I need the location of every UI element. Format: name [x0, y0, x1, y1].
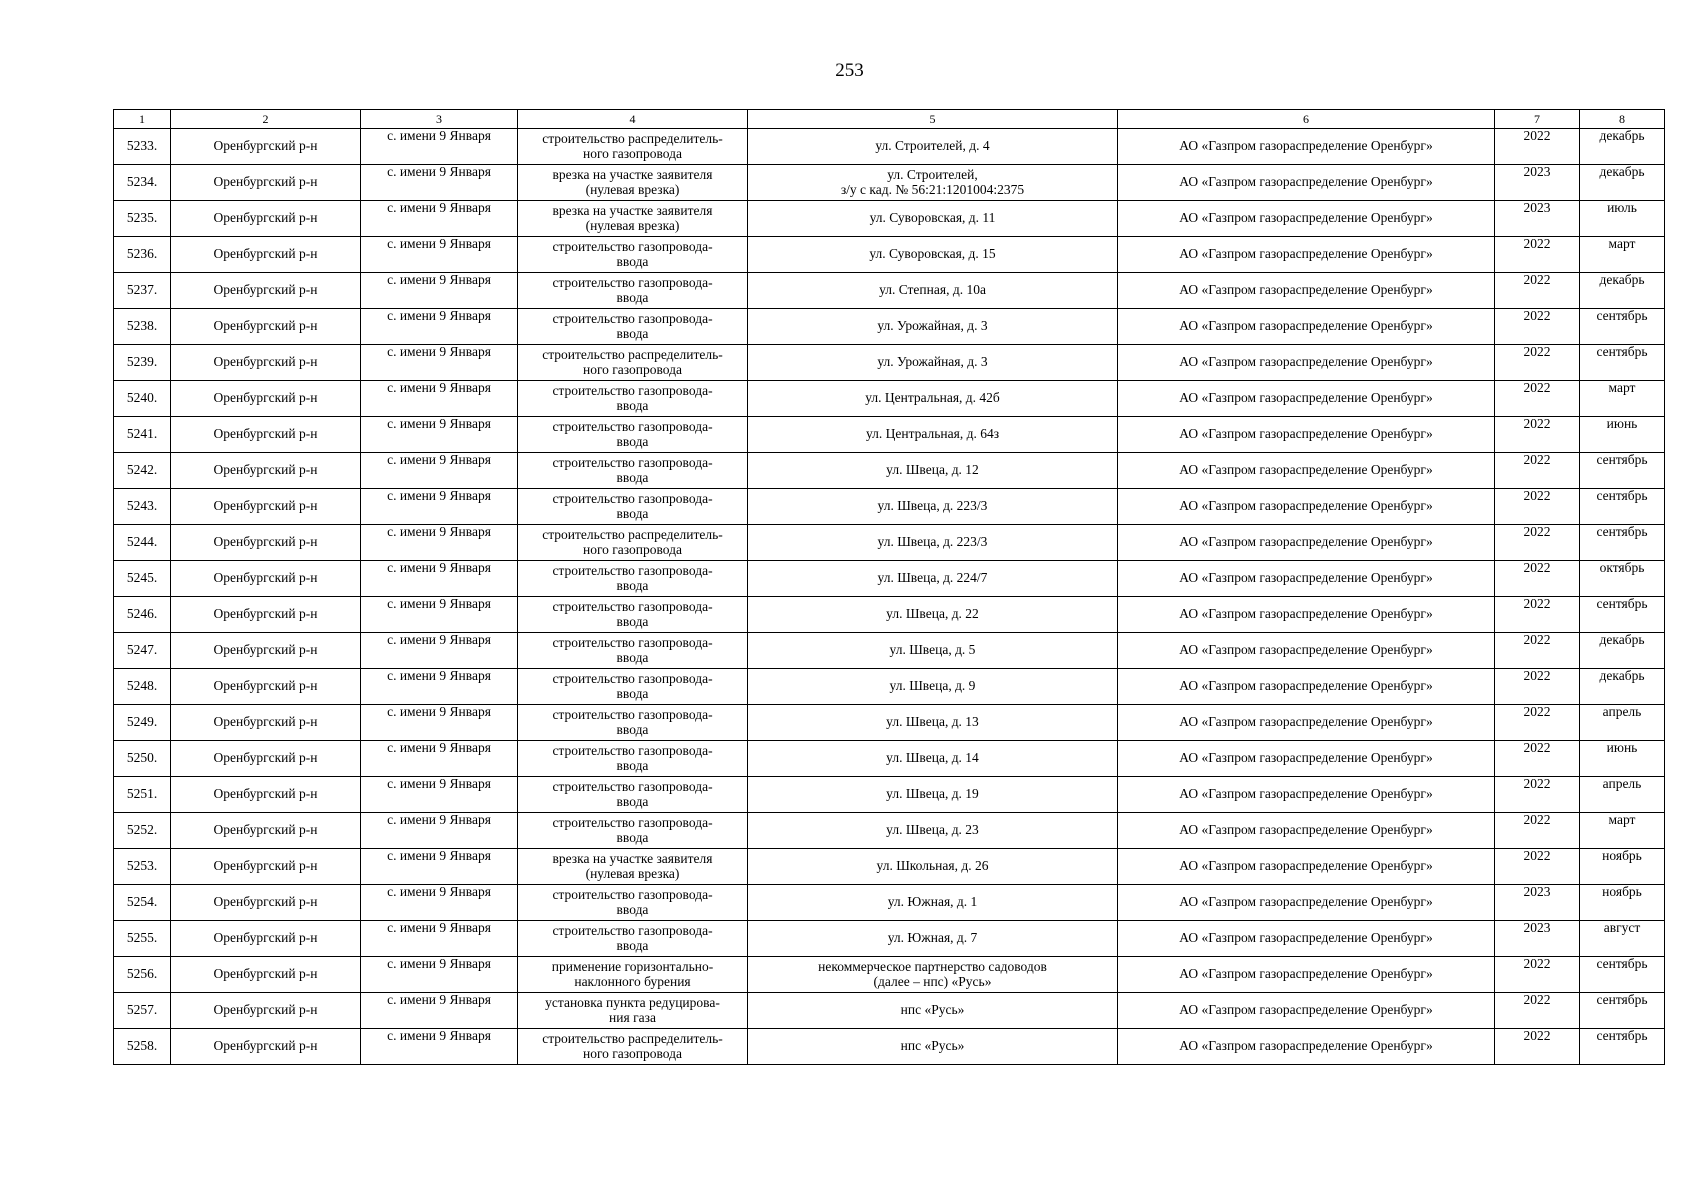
row-number: 5233.	[114, 129, 171, 165]
organization-cell: АО «Газпром газораспределение Оренбург»	[1118, 669, 1495, 705]
row-number: 5256.	[114, 957, 171, 993]
table-row	[114, 813, 1665, 849]
year-cell: 2022	[1495, 453, 1580, 489]
table-row	[114, 201, 1665, 237]
year-cell: 2022	[1495, 345, 1580, 381]
month-cell: июнь	[1580, 741, 1665, 777]
district-cell: Оренбургский р-н	[171, 237, 361, 273]
year-cell: 2023	[1495, 885, 1580, 921]
month-cell: март	[1580, 237, 1665, 273]
address-cell: нпс «Русь»	[748, 993, 1118, 1029]
work-type-cell: строительство газопровода- ввода	[518, 777, 748, 813]
table-row	[114, 957, 1665, 993]
year-cell: 2022	[1495, 309, 1580, 345]
work-type-cell: строительство газопровода- ввода	[518, 669, 748, 705]
row-number: 5238.	[114, 309, 171, 345]
table-row	[114, 165, 1665, 201]
year-cell: 2022	[1495, 489, 1580, 525]
year-cell: 2022	[1495, 633, 1580, 669]
organization-cell: АО «Газпром газораспределение Оренбург»	[1118, 777, 1495, 813]
table-row	[114, 597, 1665, 633]
organization-cell: АО «Газпром газораспределение Оренбург»	[1118, 417, 1495, 453]
month-cell: август	[1580, 921, 1665, 957]
work-type-cell: строительство газопровода- ввода	[518, 381, 748, 417]
table-row	[114, 1029, 1665, 1065]
table-row	[114, 633, 1665, 669]
row-number: 5250.	[114, 741, 171, 777]
work-type-cell: строительство газопровода- ввода	[518, 309, 748, 345]
settlement-cell: с. имени 9 Января	[361, 741, 518, 777]
table-row	[114, 453, 1665, 489]
organization-cell: АО «Газпром газораспределение Оренбург»	[1118, 561, 1495, 597]
table-row	[114, 561, 1665, 597]
work-type-cell: строительство распределитель- ного газопровода	[518, 345, 748, 381]
settlement-cell: с. имени 9 Января	[361, 597, 518, 633]
settlement-cell: с. имени 9 Января	[361, 957, 518, 993]
district-cell: Оренбургский р-н	[171, 885, 361, 921]
table-row	[114, 345, 1665, 381]
year-cell: 2022	[1495, 597, 1580, 633]
work-type-cell: строительство распределитель- ного газопровода	[518, 525, 748, 561]
table-row	[114, 741, 1665, 777]
settlement-cell: с. имени 9 Января	[361, 669, 518, 705]
address-cell: ул. Степная, д. 10а	[748, 273, 1118, 309]
month-cell: апрель	[1580, 705, 1665, 741]
address-cell: ул. Швеца, д. 223/3	[748, 489, 1118, 525]
address-cell: ул. Школьная, д. 26	[748, 849, 1118, 885]
row-number: 5239.	[114, 345, 171, 381]
district-cell: Оренбургский р-н	[171, 561, 361, 597]
organization-cell: АО «Газпром газораспределение Оренбург»	[1118, 201, 1495, 237]
settlement-cell: с. имени 9 Января	[361, 633, 518, 669]
col-header: 3	[361, 110, 518, 129]
month-cell: декабрь	[1580, 633, 1665, 669]
address-cell: ул. Швеца, д. 19	[748, 777, 1118, 813]
row-number: 5242.	[114, 453, 171, 489]
district-cell: Оренбургский р-н	[171, 489, 361, 525]
work-type-cell: строительство газопровода- ввода	[518, 417, 748, 453]
table-row	[114, 417, 1665, 453]
row-number: 5253.	[114, 849, 171, 885]
year-cell: 2022	[1495, 129, 1580, 165]
row-number: 5236.	[114, 237, 171, 273]
month-cell: ноябрь	[1580, 885, 1665, 921]
work-type-cell: строительство распределитель- ного газопровода	[518, 1029, 748, 1065]
month-cell: октябрь	[1580, 561, 1665, 597]
settlement-cell: с. имени 9 Января	[361, 921, 518, 957]
district-cell: Оренбургский р-н	[171, 1029, 361, 1065]
work-type-cell: строительство газопровода- ввода	[518, 489, 748, 525]
district-cell: Оренбургский р-н	[171, 597, 361, 633]
address-cell: ул. Урожайная, д. 3	[748, 309, 1118, 345]
district-cell: Оренбургский р-н	[171, 273, 361, 309]
year-cell: 2022	[1495, 957, 1580, 993]
month-cell: март	[1580, 381, 1665, 417]
district-cell: Оренбургский р-н	[171, 453, 361, 489]
work-type-cell: строительство газопровода- ввода	[518, 453, 748, 489]
address-cell: ул. Швеца, д. 14	[748, 741, 1118, 777]
month-cell: сентябрь	[1580, 345, 1665, 381]
district-cell: Оренбургский р-н	[171, 849, 361, 885]
settlement-cell: с. имени 9 Января	[361, 1029, 518, 1065]
month-cell: декабрь	[1580, 669, 1665, 705]
organization-cell: АО «Газпром газораспределение Оренбург»	[1118, 309, 1495, 345]
year-cell: 2022	[1495, 525, 1580, 561]
district-cell: Оренбургский р-н	[171, 309, 361, 345]
address-cell: ул. Строителей, з/у с кад. № 56:21:1201004:2375	[748, 165, 1118, 201]
settlement-cell: с. имени 9 Января	[361, 237, 518, 273]
district-cell: Оренбургский р-н	[171, 129, 361, 165]
work-type-cell: строительство газопровода- ввода	[518, 633, 748, 669]
district-cell: Оренбургский р-н	[171, 633, 361, 669]
settlement-cell: с. имени 9 Января	[361, 849, 518, 885]
month-cell: сентябрь	[1580, 525, 1665, 561]
row-number: 5258.	[114, 1029, 171, 1065]
settlement-cell: с. имени 9 Января	[361, 561, 518, 597]
address-cell: ул. Швеца, д. 12	[748, 453, 1118, 489]
year-cell: 2022	[1495, 561, 1580, 597]
month-cell: июнь	[1580, 417, 1665, 453]
table-row	[114, 309, 1665, 345]
organization-cell: АО «Газпром газораспределение Оренбург»	[1118, 921, 1495, 957]
district-cell: Оренбургский р-н	[171, 165, 361, 201]
settlement-cell: с. имени 9 Января	[361, 309, 518, 345]
col-header: 4	[518, 110, 748, 129]
table-row	[114, 237, 1665, 273]
district-cell: Оренбургский р-н	[171, 741, 361, 777]
work-type-cell: применение горизонтально- наклонного бурения	[518, 957, 748, 993]
address-cell: ул. Центральная, д. 42б	[748, 381, 1118, 417]
work-type-cell: врезка на участке заявителя (нулевая врезка)	[518, 165, 748, 201]
row-number: 5246.	[114, 597, 171, 633]
work-type-cell: строительство газопровода- ввода	[518, 237, 748, 273]
row-number: 5234.	[114, 165, 171, 201]
settlement-cell: с. имени 9 Января	[361, 201, 518, 237]
row-number: 5255.	[114, 921, 171, 957]
organization-cell: АО «Газпром газораспределение Оренбург»	[1118, 345, 1495, 381]
work-type-cell: строительство газопровода- ввода	[518, 561, 748, 597]
col-header: 7	[1495, 110, 1580, 129]
table-row	[114, 777, 1665, 813]
address-cell: ул. Южная, д. 7	[748, 921, 1118, 957]
month-cell: ноябрь	[1580, 849, 1665, 885]
work-type-cell: строительство газопровода- ввода	[518, 273, 748, 309]
month-cell: сентябрь	[1580, 1029, 1665, 1065]
col-header: 8	[1580, 110, 1665, 129]
year-cell: 2022	[1495, 381, 1580, 417]
address-cell: ул. Швеца, д. 223/3	[748, 525, 1118, 561]
year-cell: 2022	[1495, 777, 1580, 813]
organization-cell: АО «Газпром газораспределение Оренбург»	[1118, 633, 1495, 669]
district-cell: Оренбургский р-н	[171, 345, 361, 381]
address-cell: ул. Швеца, д. 23	[748, 813, 1118, 849]
address-cell: ул. Суворовская, д. 11	[748, 201, 1118, 237]
row-number: 5241.	[114, 417, 171, 453]
col-header: 5	[748, 110, 1118, 129]
month-cell: декабрь	[1580, 165, 1665, 201]
district-cell: Оренбургский р-н	[171, 525, 361, 561]
row-number: 5254.	[114, 885, 171, 921]
address-cell: ул. Строителей, д. 4	[748, 129, 1118, 165]
organization-cell: АО «Газпром газораспределение Оренбург»	[1118, 705, 1495, 741]
month-cell: сентябрь	[1580, 597, 1665, 633]
address-cell: ул. Швеца, д. 22	[748, 597, 1118, 633]
organization-cell: АО «Газпром газораспределение Оренбург»	[1118, 813, 1495, 849]
row-number: 5235.	[114, 201, 171, 237]
organization-cell: АО «Газпром газораспределение Оренбург»	[1118, 525, 1495, 561]
organization-cell: АО «Газпром газораспределение Оренбург»	[1118, 957, 1495, 993]
address-cell: ул. Центральная, д. 64з	[748, 417, 1118, 453]
month-cell: сентябрь	[1580, 309, 1665, 345]
address-cell: некоммерческое партнерство садоводов (далее – нпс) «Русь»	[748, 957, 1118, 993]
table-row	[114, 669, 1665, 705]
table-row	[114, 273, 1665, 309]
table-row	[114, 849, 1665, 885]
settlement-cell: с. имени 9 Января	[361, 417, 518, 453]
col-header: 1	[114, 110, 171, 129]
district-cell: Оренбургский р-н	[171, 381, 361, 417]
settlement-cell: с. имени 9 Января	[361, 813, 518, 849]
registry-table	[113, 109, 1665, 1065]
work-type-cell: строительство газопровода- ввода	[518, 885, 748, 921]
year-cell: 2022	[1495, 417, 1580, 453]
organization-cell: АО «Газпром газораспределение Оренбург»	[1118, 1029, 1495, 1065]
organization-cell: АО «Газпром газораспределение Оренбург»	[1118, 381, 1495, 417]
month-cell: сентябрь	[1580, 453, 1665, 489]
table-row	[114, 129, 1665, 165]
organization-cell: АО «Газпром газораспределение Оренбург»	[1118, 993, 1495, 1029]
district-cell: Оренбургский р-н	[171, 705, 361, 741]
year-cell: 2023	[1495, 201, 1580, 237]
row-number: 5245.	[114, 561, 171, 597]
year-cell: 2022	[1495, 741, 1580, 777]
work-type-cell: строительство газопровода- ввода	[518, 813, 748, 849]
settlement-cell: с. имени 9 Января	[361, 381, 518, 417]
organization-cell: АО «Газпром газораспределение Оренбург»	[1118, 273, 1495, 309]
settlement-cell: с. имени 9 Января	[361, 489, 518, 525]
month-cell: сентябрь	[1580, 957, 1665, 993]
table-row	[114, 381, 1665, 417]
month-cell: декабрь	[1580, 129, 1665, 165]
year-cell: 2022	[1495, 273, 1580, 309]
settlement-cell: с. имени 9 Января	[361, 993, 518, 1029]
settlement-cell: с. имени 9 Января	[361, 273, 518, 309]
month-cell: апрель	[1580, 777, 1665, 813]
settlement-cell: с. имени 9 Января	[361, 525, 518, 561]
district-cell: Оренбургский р-н	[171, 813, 361, 849]
settlement-cell: с. имени 9 Января	[361, 129, 518, 165]
organization-cell: АО «Газпром газораспределение Оренбург»	[1118, 453, 1495, 489]
row-number: 5243.	[114, 489, 171, 525]
organization-cell: АО «Газпром газораспределение Оренбург»	[1118, 165, 1495, 201]
organization-cell: АО «Газпром газораспределение Оренбург»	[1118, 597, 1495, 633]
year-cell: 2023	[1495, 921, 1580, 957]
work-type-cell: строительство распределитель- ного газопровода	[518, 129, 748, 165]
organization-cell: АО «Газпром газораспределение Оренбург»	[1118, 849, 1495, 885]
address-cell: нпс «Русь»	[748, 1029, 1118, 1065]
row-number: 5247.	[114, 633, 171, 669]
table-row	[114, 525, 1665, 561]
address-cell: ул. Урожайная, д. 3	[748, 345, 1118, 381]
address-cell: ул. Швеца, д. 224/7	[748, 561, 1118, 597]
year-cell: 2022	[1495, 237, 1580, 273]
row-number: 5244.	[114, 525, 171, 561]
work-type-cell: строительство газопровода- ввода	[518, 921, 748, 957]
district-cell: Оренбургский р-н	[171, 921, 361, 957]
address-cell: ул. Суворовская, д. 15	[748, 237, 1118, 273]
year-cell: 2022	[1495, 705, 1580, 741]
district-cell: Оренбургский р-н	[171, 669, 361, 705]
settlement-cell: с. имени 9 Января	[361, 777, 518, 813]
row-number: 5237.	[114, 273, 171, 309]
settlement-cell: с. имени 9 Января	[361, 453, 518, 489]
table-row	[114, 993, 1665, 1029]
address-cell: ул. Швеца, д. 13	[748, 705, 1118, 741]
month-cell: декабрь	[1580, 273, 1665, 309]
district-cell: Оренбургский р-н	[171, 777, 361, 813]
district-cell: Оренбургский р-н	[171, 201, 361, 237]
row-number: 5251.	[114, 777, 171, 813]
organization-cell: АО «Газпром газораспределение Оренбург»	[1118, 237, 1495, 273]
work-type-cell: строительство газопровода- ввода	[518, 597, 748, 633]
work-type-cell: установка пункта редуцирова- ния газа	[518, 993, 748, 1029]
row-number: 5257.	[114, 993, 171, 1029]
month-cell: сентябрь	[1580, 489, 1665, 525]
table-row	[114, 705, 1665, 741]
year-cell: 2022	[1495, 1029, 1580, 1065]
month-cell: сентябрь	[1580, 993, 1665, 1029]
address-cell: ул. Южная, д. 1	[748, 885, 1118, 921]
row-number: 5240.	[114, 381, 171, 417]
work-type-cell: врезка на участке заявителя (нулевая врезка)	[518, 201, 748, 237]
address-cell: ул. Швеца, д. 9	[748, 669, 1118, 705]
district-cell: Оренбургский р-н	[171, 993, 361, 1029]
organization-cell: АО «Газпром газораспределение Оренбург»	[1118, 129, 1495, 165]
row-number: 5248.	[114, 669, 171, 705]
year-cell: 2022	[1495, 669, 1580, 705]
district-cell: Оренбургский р-н	[171, 957, 361, 993]
year-cell: 2022	[1495, 813, 1580, 849]
header-row	[114, 110, 1665, 129]
table-row	[114, 489, 1665, 525]
table-row	[114, 885, 1665, 921]
district-cell: Оренбургский р-н	[171, 417, 361, 453]
work-type-cell: врезка на участке заявителя (нулевая врезка)	[518, 849, 748, 885]
year-cell: 2023	[1495, 165, 1580, 201]
year-cell: 2022	[1495, 993, 1580, 1029]
organization-cell: АО «Газпром газораспределение Оренбург»	[1118, 741, 1495, 777]
row-number: 5252.	[114, 813, 171, 849]
work-type-cell: строительство газопровода- ввода	[518, 741, 748, 777]
organization-cell: АО «Газпром газораспределение Оренбург»	[1118, 885, 1495, 921]
row-number: 5249.	[114, 705, 171, 741]
col-header: 2	[171, 110, 361, 129]
organization-cell: АО «Газпром газораспределение Оренбург»	[1118, 489, 1495, 525]
settlement-cell: с. имени 9 Января	[361, 345, 518, 381]
month-cell: июль	[1580, 201, 1665, 237]
settlement-cell: с. имени 9 Января	[361, 885, 518, 921]
table-row	[114, 921, 1665, 957]
page-number: 253	[835, 60, 864, 81]
address-cell: ул. Швеца, д. 5	[748, 633, 1118, 669]
year-cell: 2022	[1495, 849, 1580, 885]
work-type-cell: строительство газопровода- ввода	[518, 705, 748, 741]
month-cell: март	[1580, 813, 1665, 849]
settlement-cell: с. имени 9 Января	[361, 165, 518, 201]
col-header: 6	[1118, 110, 1495, 129]
settlement-cell: с. имени 9 Января	[361, 705, 518, 741]
